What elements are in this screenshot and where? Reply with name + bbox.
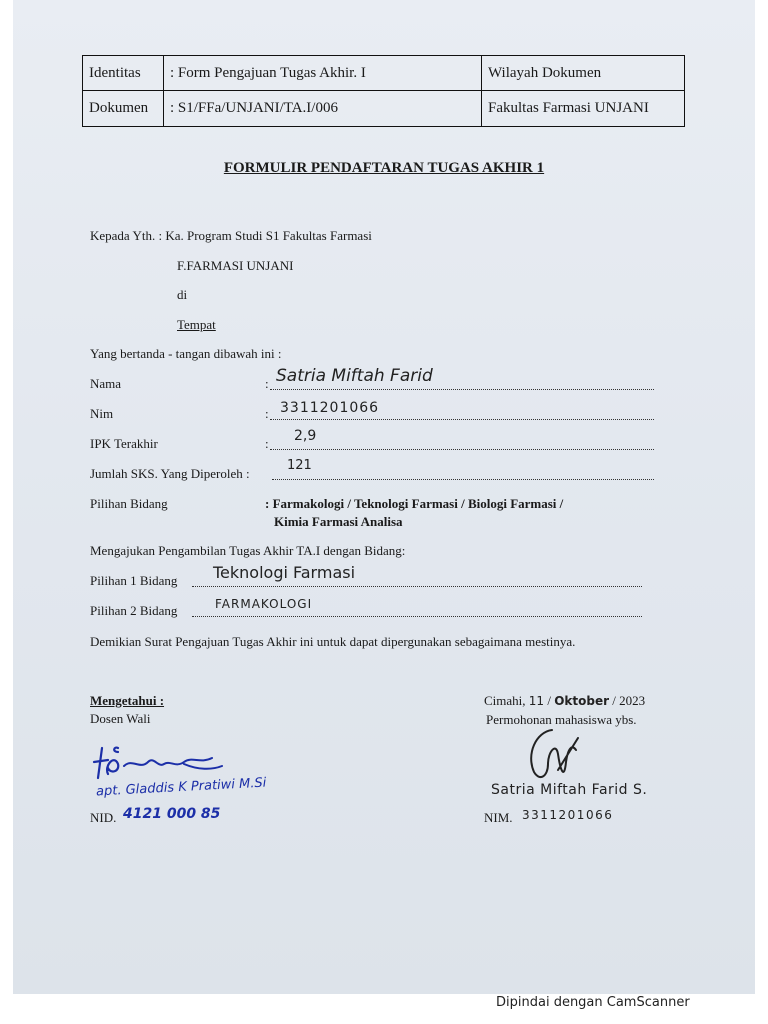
wilayah-label-cell	[482, 56, 685, 91]
permohonan-label: Permohonan mahasiswa ybs.	[486, 712, 637, 727]
nim-sign-label: NIM.	[484, 810, 513, 825]
addressee-di: di	[177, 287, 188, 302]
ipk-colon: :	[265, 436, 269, 451]
mengetahui-label: Mengetahui :	[90, 693, 165, 708]
nama-dotted-line	[270, 389, 654, 390]
date-month: Oktober	[554, 694, 609, 708]
form-name-cell	[164, 56, 482, 91]
form-code: : S1/FFa/UNJANI/TA.I/006	[170, 100, 338, 116]
sks-handwritten-value: 121	[287, 458, 312, 473]
addressee-tempat: Tempat	[177, 317, 216, 332]
place-label: Cimahi,	[484, 693, 526, 708]
ipk-dotted-line	[270, 449, 654, 450]
pilihan-1-dotted-line	[192, 586, 642, 587]
nim-dotted-line	[270, 419, 654, 420]
nim-sign-handwritten-value: 3311201066	[522, 808, 614, 822]
nim-label: Nim	[90, 406, 114, 421]
pilihan-2-dotted-line	[192, 616, 642, 617]
nim-handwritten-value: 3311201066	[280, 400, 380, 416]
student-signature	[518, 724, 590, 788]
bidang-options-line2: Kimia Farmasi Analisa	[274, 514, 403, 529]
form-code-cell	[164, 91, 482, 127]
closing-text: Demikian Surat Pengajuan Tugas Akhir ini untuk dapat dipergunakan sebagaimana mestinya.	[90, 634, 576, 649]
sks-dotted-line	[272, 479, 654, 480]
dosen-name-handwritten: apt. Gladdis K Pratiwi M.Si	[95, 775, 267, 800]
student-name-handwritten: Satria Miftah Farid S.	[491, 782, 648, 798]
wilayah-value-cell	[482, 91, 685, 127]
pilihan-2-handwritten-value: FARMAKOLOGI	[215, 597, 313, 611]
camscanner-footer: Dipindai dengan CamScanner	[496, 995, 690, 1010]
nama-handwritten-value: Satria Miftah Farid	[276, 366, 433, 386]
bidang-label: Pilihan Bidang	[90, 496, 168, 511]
dokumen-label: Dokumen	[89, 100, 149, 116]
addressee-faculty: F.FARMASI UNJANI	[177, 258, 294, 273]
dokumen-label-cell	[83, 91, 164, 127]
pengajuan-text: Mengajukan Pengambilan Tugas Akhir TA.I dengan Bidang:	[90, 543, 406, 558]
ipk-label: IPK Terakhir	[90, 436, 158, 451]
wilayah-label: Wilayah Dokumen	[488, 64, 602, 81]
identitas-label: Identitas	[89, 64, 141, 81]
nim-colon: :	[265, 406, 269, 421]
wilayah-value: Fakultas Farmasi UNJANI	[488, 100, 649, 116]
pilihan-1-label: Pilihan 1 Bidang	[90, 573, 178, 588]
nama-label: Nama	[90, 376, 122, 391]
ipk-handwritten-value: 2,9	[294, 428, 317, 444]
form-name: : Form Pengajuan Tugas Akhir. I	[170, 64, 366, 81]
addressee-kepada: Kepada Yth. : Ka. Program Studi S1 Fakultas Farmasi	[90, 228, 372, 243]
place-date: Cimahi, 11 / Oktober / 2023	[484, 693, 646, 708]
nama-colon: :	[265, 376, 269, 391]
identitas-label-cell	[83, 56, 164, 91]
form-title: FORMULIR PENDAFTARAN TUGAS AKHIR 1	[223, 160, 545, 176]
date-day: 11	[528, 694, 545, 708]
nid-handwritten-value: 4121 000 85	[123, 806, 221, 822]
sks-label: Jumlah SKS. Yang Diperoleh :	[90, 466, 250, 481]
pilihan-1-handwritten-value: Teknologi Farmasi	[213, 563, 356, 582]
dosen-signature	[88, 740, 228, 784]
pilihan-2-label: Pilihan 2 Bidang	[90, 603, 178, 618]
intro-text: Yang bertanda - tangan dibawah ini :	[90, 346, 282, 361]
dosen-wali-label: Dosen Wali	[90, 711, 151, 726]
document-identity-table	[82, 55, 685, 127]
bidang-options-line1: : Farmakologi / Teknologi Farmasi / Biologi Farmasi /	[265, 496, 564, 511]
nid-label: NID.	[90, 810, 117, 825]
date-year: / 2023	[612, 693, 646, 708]
